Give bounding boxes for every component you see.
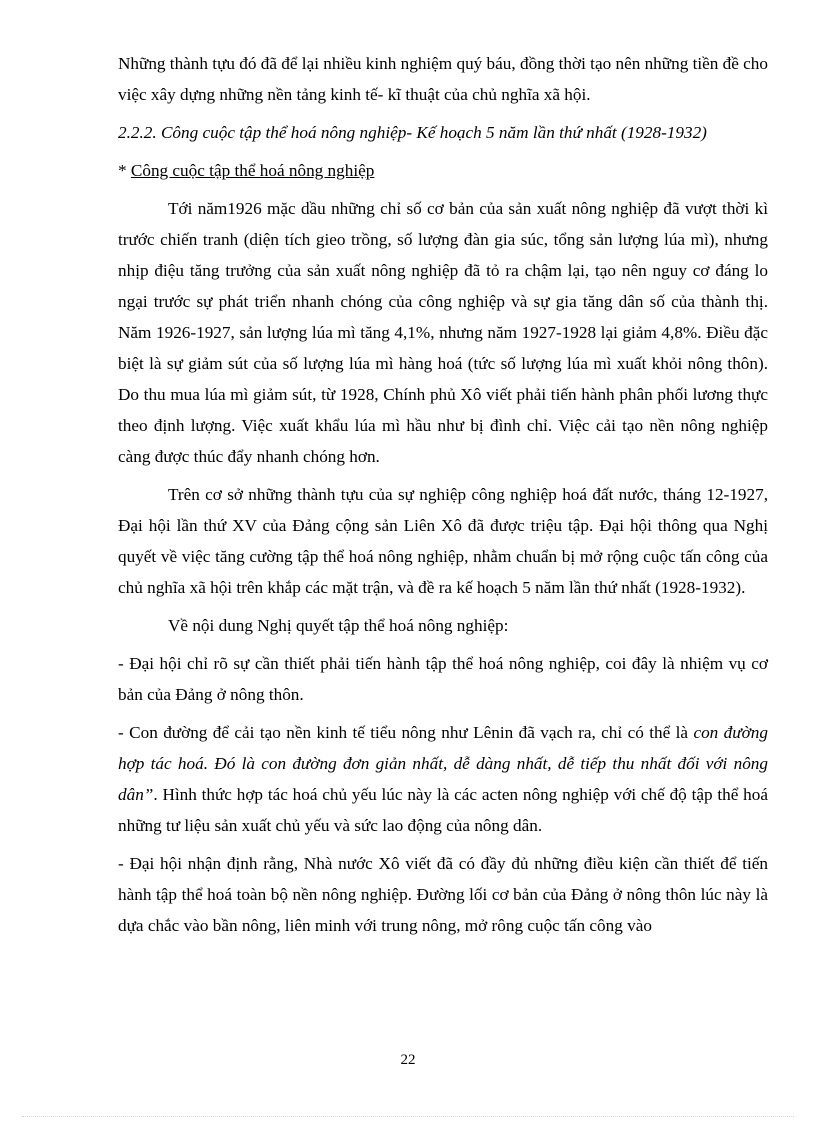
bullet-item-1: - Đại hội chỉ rõ sự cần thiết phải tiến hành tập thể hoá nông nghiệp, coi đây là nhiệm vụ cơ bản của Đảng ở nông thôn. bbox=[118, 654, 768, 704]
footer-divider bbox=[22, 1116, 794, 1117]
bullet-2-end: . Hình thức hợp tác hoá chủ yếu lúc này là các acten nông nghiệp với chế độ tập thể hoá những tư liệu sản xuất chủ yếu và sức lao động của nông dân. bbox=[118, 785, 768, 835]
paragraph-1926: Tới năm1926 mặc dầu những chỉ số cơ bản của sản xuất nông nghiệp đã vượt thời kì trước chiến tranh (diện tích gieo trồng, số lượng đàn gia súc, tổng sản lượng lúa mì), nhưng nhịp điệu tăng trưởng của sản xuất nông nghiệp đã tỏ ra chậm lại, tạo nên nguy cơ đáng lo ngại trước sự phát triển nhanh chóng của công nghiệp và sự gia tăng dân số của thành thị. Năm 1926-1927, sản lượng lúa mì tăng 4,1%, nhưng năm 1927-1928 lại giảm 4,8%. Điều đặc biệt là sự giảm sút của số lượng lúa mì hàng hoá (tức số lượng lúa mì xuất khỏi nông thôn). Do thu mua lúa mì giảm sút, từ 1928, Chính phủ Xô viết phải tiến hành phân phối lương thực theo định lượng. Việc xuất khẩu lúa mì hầu như bị đình chỉ. Việc cải tạo nền nông nghiệp càng được thúc đẩy nhanh chóng hơn. bbox=[118, 199, 768, 466]
bullet-item-2 bbox=[118, 717, 768, 841]
section-heading bbox=[118, 155, 768, 186]
bullet-item-3: - Đại hội nhận định rằng, Nhà nước Xô viết đã có đầy đủ những điều kiện cần thiết để tiến hành tập thể hoá toàn bộ nền nông nghiệp. Đường lối cơ bản của Đảng ở nông thôn lúc này là dựa chắc vào bần nông, liên minh với trung nông, mở rông cuộc tấn công vào bbox=[118, 854, 768, 935]
paragraph-resolution-intro: Về nội dung Nghị quyết tập thể hoá nông nghiệp: bbox=[168, 616, 509, 635]
section-title: Công cuộc tập thể hoá nông nghiệp bbox=[130, 161, 375, 180]
subsection-heading: 2.2.2. Công cuộc tập thể hoá nông nghiệp- Kế hoạch 5 năm lần thứ nhất (1928-1932) bbox=[118, 123, 707, 142]
bullet-2-start: - Con đường để cải tạo nền kinh tế tiểu nông như Lênin đã vạch ra, chỉ có thể là bbox=[118, 723, 694, 742]
bullet-2-quote: con đường hợp tác hoá. Đó là con đường đơn giản nhất, dễ dàng nhất, dễ tiếp thu nhất đối với nông dân” bbox=[118, 723, 768, 804]
bullet-marker: * bbox=[118, 161, 131, 180]
page-number: 22 bbox=[400, 1052, 416, 1068]
paragraph-congress: Trên cơ sở những thành tựu của sự nghiệp công nghiệp hoá đất nước, tháng 12-1927, Đại hội lần thứ XV của Đảng cộng sản Liên Xô đã được triệu tập. Đại hội thông qua Nghị quyết về việc tăng cường tập thể hoá nông nghiệp, nhằm chuẩn bị mở rộng cuộc tấn công của chủ nghĩa xã hội trên khắp các mặt trận, và đề ra kế hoạch 5 năm lần thứ nhất (1928-1932). bbox=[118, 485, 768, 597]
body-text bbox=[118, 48, 768, 941]
paragraph-intro: Những thành tựu đó đã để lại nhiều kinh nghiệm quý báu, đồng thời tạo nên những tiền đề cho việc xây dựng những nền tảng kinh tế- kĩ thuật của chủ nghĩa xã hội. bbox=[118, 54, 768, 104]
